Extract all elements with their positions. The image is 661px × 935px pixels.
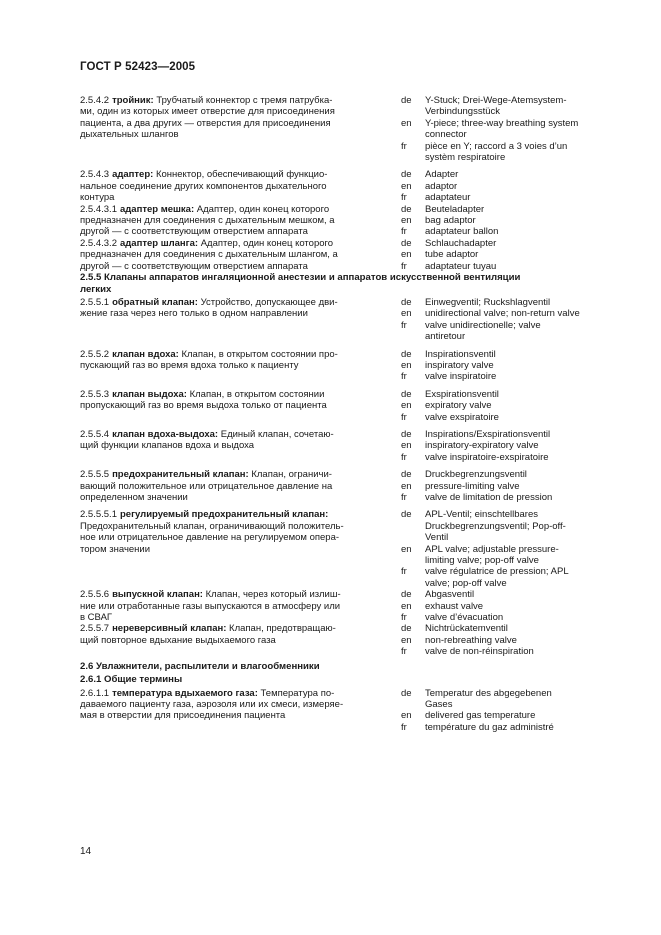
term-name: предохранительный клапан:: [112, 469, 249, 481]
term-description: Предохранительный клапан, ограничивающий положитель- ное или отрицательное давление на регулируемом опера- тором значении: [80, 520, 344, 555]
translation-row: [401, 389, 610, 400]
language-code: fr: [401, 612, 407, 624]
translation-text: Y-piece; three-way breathing system connector: [425, 117, 579, 141]
translation-text: adaptateur tuyau: [425, 260, 497, 272]
term-description: Трубчатый коннектор с тремя патрубка- ми, один из которых имеет отверстие для присоединения пациента, а два других — отверстия для присоединения дыхательных шлангов: [80, 95, 335, 141]
term-translations: [401, 95, 610, 163]
translation-text: Temperatur des abgegebenen Gases: [425, 687, 552, 710]
translation-text: APL valve; adjustable pressure- limiting valve; pop-off valve: [425, 543, 559, 567]
translation-text: Abgasventil: [425, 589, 475, 601]
term-number: 2.5.4.3: [80, 169, 110, 181]
language-code: fr: [401, 721, 407, 733]
translation-text: valve de limitation de pression: [425, 492, 553, 503]
term-number: 2.5.4.3.2: [80, 237, 117, 249]
translation-text: Adapter: [425, 169, 459, 181]
translation-row: [401, 544, 610, 567]
term-description: Температура по- даваемого пациенту газа, аэрозоля или их смеси, измеряе- мая в отверстии для присоединения пациента: [80, 687, 344, 722]
language-code: en: [401, 308, 412, 320]
term-number: 2.5.5.1: [80, 296, 110, 308]
translation-text: pressure-limiting valve: [425, 480, 520, 492]
translation-text: exhaust valve: [425, 600, 484, 612]
translation-text: delivered gas temperature: [425, 710, 536, 722]
translation-row: [401, 623, 610, 634]
translation-row: [401, 261, 610, 272]
term-name: клапан вдоха:: [112, 348, 179, 360]
translation-text: adaptateur ballon: [425, 226, 499, 238]
translation-text: tube adaptor: [425, 249, 479, 261]
translation-row: [401, 320, 610, 343]
translation-text: adaptateur: [425, 192, 471, 204]
language-code: de: [401, 687, 412, 699]
language-code: de: [401, 589, 412, 601]
term-number: 2.5.5.4: [80, 428, 110, 440]
language-code: de: [401, 509, 412, 521]
term-name: нереверсивный клапан:: [112, 623, 227, 635]
term-entry: [80, 169, 610, 203]
translation-row: [401, 469, 610, 480]
translation-row: [401, 308, 610, 319]
language-code: de: [401, 169, 412, 181]
language-code: en: [401, 634, 412, 646]
translation-row: [401, 722, 610, 733]
term-definition: [80, 204, 396, 238]
term-translations: [401, 469, 610, 503]
translation-row: [401, 612, 610, 623]
translation-row: [401, 412, 610, 423]
translation-text: non-rebreathing valve: [425, 634, 517, 646]
translation-row: [401, 297, 610, 308]
language-code: fr: [401, 451, 407, 463]
document-body: [80, 95, 610, 739]
term-number: 2.5.5.5.1: [80, 509, 117, 521]
translation-text: unidirectional valve; non-return valve: [425, 308, 580, 320]
language-code: de: [401, 388, 412, 400]
term-entry: [80, 623, 610, 657]
term-definition: [80, 389, 396, 423]
language-code: de: [401, 237, 412, 249]
term-entry: [80, 469, 610, 503]
language-code: fr: [401, 319, 407, 331]
terms-2-5-4: [80, 95, 610, 272]
term-definition: [80, 688, 396, 734]
translation-row: [401, 646, 610, 657]
language-code: en: [401, 215, 412, 227]
language-code: de: [401, 428, 412, 440]
translation-row: [401, 400, 610, 411]
term-name: клапан вдоха-выдоха:: [112, 428, 219, 440]
term-description: Клапан, в открытом состоянии про- пускающий газ во время вдоха только к пациенту: [80, 348, 338, 371]
translation-text: inspiratory valve: [425, 359, 494, 371]
translation-row: [401, 492, 610, 503]
translation-row: [401, 95, 610, 118]
term-translations: [401, 349, 610, 383]
term-name: адаптер:: [112, 169, 154, 181]
translation-row: [401, 589, 610, 600]
language-code: en: [401, 400, 412, 412]
language-code: de: [401, 203, 412, 215]
term-translations: [401, 238, 610, 272]
translation-text: Beuteladapter: [425, 203, 485, 215]
translation-row: [401, 349, 610, 360]
terms-2-5-5: [80, 297, 610, 658]
term-entry: [80, 429, 610, 463]
term-description: Адаптер, один конец которого предназначен для соединения с дыхательным мешком, а другой — с соответствующим отверстием аппарата: [80, 203, 335, 238]
translation-text: Inspirationsventil: [425, 348, 496, 360]
term-number: 2.5.4.3.1: [80, 203, 117, 215]
term-definition: [80, 238, 396, 272]
translation-text: Y-Stuck; Drei-Wege-Atemsystem- Verbindungsstück: [425, 95, 567, 118]
language-code: de: [401, 469, 412, 481]
term-translations: [401, 169, 610, 203]
term-description: Клапан, через который излиш- ние или отработанные газы выпускаются в атмосферу или в СВАГ: [80, 589, 341, 624]
translation-text: Exspirationsventil: [425, 388, 499, 400]
language-code: de: [401, 623, 412, 635]
language-code: en: [401, 480, 412, 492]
translation-row: [401, 238, 610, 249]
term-number: 2.5.5.7: [80, 623, 110, 635]
translation-text: expiratory valve: [425, 400, 492, 412]
term-description: Коннектор, обеспечивающий функцио- нальное соединение других компонентов дыхательного контура: [80, 169, 328, 204]
language-code: en: [401, 600, 412, 612]
term-name: обратный клапан:: [112, 296, 198, 308]
translation-row: [401, 360, 610, 371]
term-entry: [80, 204, 610, 238]
translation-row: [401, 249, 610, 260]
translation-row: [401, 688, 610, 711]
language-code: fr: [401, 226, 407, 238]
term-description: Клапан, в открытом состоянии пропускающий газ во время выдоха только от пациента: [80, 388, 327, 412]
translation-row: [401, 371, 610, 382]
translation-row: [401, 226, 610, 237]
language-code: fr: [401, 140, 407, 152]
translation-row: [401, 566, 610, 589]
translation-text: Druckbegrenzungsventil: [425, 469, 527, 481]
term-definition: [80, 349, 396, 383]
translation-row: [401, 181, 610, 192]
term-name: клапан выдоха:: [112, 388, 187, 400]
translation-row: [401, 440, 610, 451]
term-translations: [401, 509, 610, 589]
term-definition: [80, 509, 396, 589]
language-code: en: [401, 359, 412, 371]
translation-text: Nichtrückatemventil: [425, 623, 508, 635]
term-description: Клапан, ограничи- вающий положительное или отрицательное давление на определенном значении: [80, 469, 333, 503]
language-code: de: [401, 348, 412, 360]
term-entry: [80, 389, 610, 423]
translation-row: [401, 429, 610, 440]
translation-text: pièce en Y; raccord a 3 voies d’un systèm respiratoire: [425, 140, 568, 164]
term-number: 2.5.5.5: [80, 469, 110, 481]
translation-text: adaptor: [425, 180, 458, 192]
term-definition: [80, 95, 396, 163]
translation-row: [401, 192, 610, 203]
language-code: en: [401, 440, 412, 452]
section-heading-2-6-1: 2.6.1 Общие термины: [80, 674, 183, 686]
language-code: fr: [401, 192, 407, 204]
term-entry: [80, 297, 610, 343]
term-name: регулируемый предохранительный клапан:: [119, 509, 329, 521]
translation-text: valve de non-réinspiration: [425, 646, 534, 658]
language-code: fr: [401, 492, 407, 503]
translation-row: [401, 509, 610, 543]
translation-text: valve unidirectionelle; valve antiretour: [425, 319, 541, 343]
term-name: тройник:: [112, 95, 154, 106]
translation-text: Einwegventil; Ruckshlagventil: [425, 296, 551, 308]
language-code: de: [401, 296, 412, 308]
translation-row: [401, 118, 610, 141]
translation-text: température du gaz administré: [425, 721, 554, 733]
translation-text: APL-Ventil; einschtellbares Druckbegrenzungsventil; Pop-off- Ventil: [425, 509, 566, 544]
term-name: температура вдыхаемого газа:: [112, 687, 258, 699]
translation-text: valve inspiratoire-exspiratoire: [425, 451, 549, 463]
term-entry: [80, 688, 610, 734]
term-description: Устройство, допускающее дви- жение газа через него только в одном направлении: [80, 296, 338, 320]
translation-row: [401, 141, 610, 164]
term-definition: [80, 469, 396, 503]
translation-row: [401, 169, 610, 180]
term-definition: [80, 297, 396, 343]
translation-row: [401, 710, 610, 721]
term-description: Адаптер, один конец которого предназначен для соединения с дыхательным шлангом, а другой — с соответствующим отверстием аппарата: [80, 237, 338, 272]
term-translations: [401, 429, 610, 463]
term-translations: [401, 688, 610, 734]
language-code: fr: [401, 371, 407, 383]
term-translations: [401, 623, 610, 657]
term-entry: [80, 349, 610, 383]
translation-row: [401, 452, 610, 463]
term-entry: [80, 95, 610, 163]
translation-row: [401, 635, 610, 646]
translation-row: [401, 204, 610, 215]
terms-2-6-1: [80, 688, 610, 734]
term-definition: [80, 169, 396, 203]
language-code: fr: [401, 260, 407, 272]
language-code: en: [401, 543, 412, 555]
translation-row: [401, 215, 610, 226]
term-number: 2.5.5.3: [80, 388, 110, 400]
language-code: en: [401, 249, 412, 261]
translation-text: valve inspiratoire: [425, 371, 497, 383]
translation-text: valve exspiratoire: [425, 411, 499, 423]
term-definition: [80, 589, 396, 623]
term-description: Единый клапан, сочетаю- щий функции клапанов вдоха и выдоха: [80, 428, 334, 452]
term-entry: [80, 238, 610, 272]
term-translations: [401, 297, 610, 343]
document-header: ГОСТ Р 52423—2005: [80, 61, 196, 73]
translation-text: bag adaptor: [425, 215, 476, 227]
language-code: fr: [401, 566, 407, 578]
language-code: de: [401, 95, 412, 106]
term-name: адаптер мешка:: [119, 203, 195, 215]
term-entry: [80, 509, 610, 589]
term-definition: [80, 429, 396, 463]
translation-text: inspiratory-expiratory valve: [425, 440, 539, 452]
translation-row: [401, 601, 610, 612]
translation-text: valve d’évacuation: [425, 612, 504, 624]
term-translations: [401, 389, 610, 423]
language-code: en: [401, 710, 412, 722]
term-name: адаптер шланга:: [119, 237, 199, 249]
section-heading-2-6: 2.6 Увлажнители, распылители и влагообменники: [80, 660, 320, 672]
translation-text: Inspirations/Exspirationsventil: [425, 428, 551, 440]
language-code: en: [401, 117, 412, 129]
term-number: 2.5.5.6: [80, 589, 110, 601]
term-number: 2.5.5.2: [80, 348, 110, 360]
term-translations: [401, 204, 610, 238]
language-code: fr: [401, 646, 407, 658]
term-definition: [80, 623, 396, 657]
translation-text: valve régulatrice de pression; APL valve; pop-off valve: [425, 566, 569, 589]
term-number: 2.5.4.2: [80, 95, 110, 106]
page-number: 14: [80, 846, 92, 857]
term-number: 2.6.1.1: [80, 687, 110, 699]
translation-text: Schlauchadapter: [425, 237, 497, 249]
section-heading-2-5-5: 2.5.5 Клапаны аппаратов ингаляционной анестезии и аппаратов искусственной вентиляции легких: [80, 272, 521, 295]
language-code: en: [401, 180, 412, 192]
term-entry: [80, 589, 610, 623]
translation-row: [401, 481, 610, 492]
language-code: fr: [401, 411, 407, 423]
term-name: выпускной клапан:: [112, 589, 203, 601]
term-description: Клапан, предотвращаю- щий повторное вдыхание выдыхаемого газа: [80, 623, 336, 646]
term-translations: [401, 589, 610, 623]
